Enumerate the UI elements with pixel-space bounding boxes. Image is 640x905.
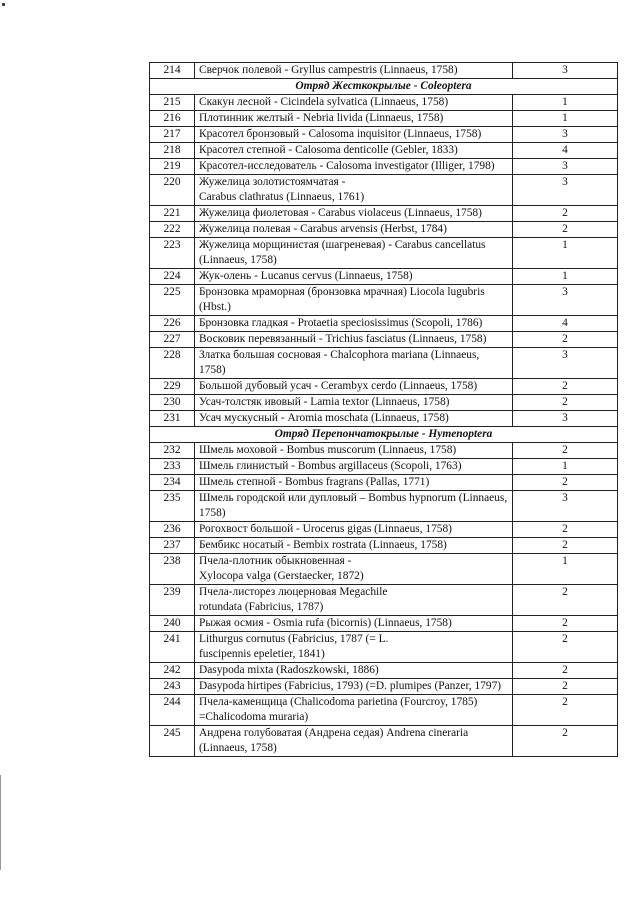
- species-name-line: Шмель степной - Bombus fragrans (Pallas, 1771): [199, 476, 430, 488]
- species-name-line: Сверчок полевой - Gryllus campestris (Linnaeus, 1758): [199, 64, 458, 76]
- species-name-line: Усач мускусный - Aromia moschata (Linnaeus, 1758): [199, 412, 449, 424]
- species-name: [195, 316, 513, 332]
- species-name: [195, 127, 513, 143]
- row-number: 220: [150, 175, 195, 206]
- species-name-line: Жужелица фиолетовая - Carabus violaceus (Linnaeus, 1758): [199, 207, 482, 219]
- species-name: [195, 411, 513, 427]
- row-number: 235: [150, 491, 195, 522]
- species-name: [195, 459, 513, 475]
- rarity-category: 1: [513, 269, 618, 285]
- rarity-category: 2: [513, 585, 618, 616]
- species-name: [195, 538, 513, 554]
- row-number: 231: [150, 411, 195, 427]
- species-name-line: Шмель глинистый - Bombus argillaceus (Scopoli, 1763): [199, 460, 462, 472]
- rarity-category: 1: [513, 95, 618, 111]
- species-name-line: Большой дубовый усач - Cerambyx cerdo (Linnaeus, 1758): [199, 380, 478, 392]
- species-name: [195, 726, 513, 757]
- species-name-line-2: Xylocopa valga (Gerstaecker, 1872): [199, 570, 364, 582]
- species-name: [195, 554, 513, 585]
- table-row: [150, 175, 618, 206]
- row-number: 223: [150, 238, 195, 269]
- row-number: 234: [150, 475, 195, 491]
- species-name-line: Бембикс носатый - Bembix rostrata (Linnaeus, 1758): [199, 539, 447, 551]
- species-name: [195, 379, 513, 395]
- species-name: [195, 95, 513, 111]
- row-number: 233: [150, 459, 195, 475]
- species-name: [195, 348, 513, 379]
- table-row: [150, 411, 618, 427]
- row-number: 225: [150, 285, 195, 316]
- rarity-category: 4: [513, 143, 618, 159]
- rarity-category: 2: [513, 695, 618, 726]
- section-header-row: [150, 427, 618, 443]
- species-name: [195, 395, 513, 411]
- species-name: [195, 222, 513, 238]
- table-row: [150, 443, 618, 459]
- rarity-category: 2: [513, 395, 618, 411]
- species-name-line: Жужелица морщинистая (шагреневая) - Carabus cancellatus (Linnaeus, 1758): [199, 239, 486, 266]
- table-row: [150, 127, 618, 143]
- species-name-line-2: fuscipennis epeletier, 1841): [199, 648, 325, 660]
- row-number: 242: [150, 663, 195, 679]
- row-number: 236: [150, 522, 195, 538]
- table-row: [150, 95, 618, 111]
- table-row: [150, 491, 618, 522]
- species-name-line: Скакун лесной - Cicindela sylvatica (Linnaeus, 1758): [199, 96, 449, 108]
- table-row: [150, 663, 618, 679]
- species-name: [195, 111, 513, 127]
- table-row: [150, 395, 618, 411]
- section-header-row: [150, 79, 618, 95]
- table-row: [150, 332, 618, 348]
- species-name-line: Красотел бронзовый - Calosoma inquisitor (Linnaeus, 1758): [199, 128, 482, 140]
- species-name-line: Усач-толстяк ивовый - Lamia textor (Linnaeus, 1758): [199, 396, 450, 408]
- species-name: [195, 491, 513, 522]
- rarity-category: 2: [513, 475, 618, 491]
- table-row: [150, 726, 618, 757]
- table-row: [150, 522, 618, 538]
- rarity-category: 2: [513, 379, 618, 395]
- red-book-species-table: [149, 62, 618, 757]
- species-name-line: Шмель моховой - Bombus muscorum (Linnaeus, 1758): [199, 444, 457, 456]
- table-row: [150, 111, 618, 127]
- species-table-body: [150, 63, 618, 757]
- table-row: [150, 159, 618, 175]
- species-name-line: Восковик перевязанный - Trichius fasciatus (Linnaeus, 1758): [199, 333, 487, 345]
- row-number: 217: [150, 127, 195, 143]
- species-name: [195, 695, 513, 726]
- species-name-line: Dasypoda mixta (Radoszkowski, 1886): [199, 664, 379, 676]
- row-number: 215: [150, 95, 195, 111]
- table-row: [150, 143, 618, 159]
- table-row: [150, 316, 618, 332]
- species-name-line: Андрена голубоватая (Андрена седая) Andrena cineraria (Linnaeus, 1758): [199, 727, 469, 754]
- table-row: [150, 475, 618, 491]
- row-number: 214: [150, 63, 195, 79]
- rarity-category: 3: [513, 159, 618, 175]
- row-number: 216: [150, 111, 195, 127]
- species-name-line: Бронзовка мраморная (бронзовка мрачная) Liocola lugubris (Hbst.): [199, 286, 485, 313]
- row-number: 228: [150, 348, 195, 379]
- species-name: [195, 159, 513, 175]
- table-row: [150, 348, 618, 379]
- rarity-category: 2: [513, 222, 618, 238]
- row-number: 238: [150, 554, 195, 585]
- scan-edge-line: [0, 775, 1, 870]
- rarity-category: 1: [513, 459, 618, 475]
- table-row: [150, 554, 618, 585]
- row-number: 241: [150, 632, 195, 663]
- table-row: [150, 222, 618, 238]
- species-name: [195, 63, 513, 79]
- rarity-category: 2: [513, 679, 618, 695]
- row-number: 229: [150, 379, 195, 395]
- table-row: [150, 585, 618, 616]
- rarity-category: 2: [513, 632, 618, 663]
- table-row: [150, 538, 618, 554]
- table-row: [150, 695, 618, 726]
- rarity-category: 2: [513, 522, 618, 538]
- rarity-category: 2: [513, 206, 618, 222]
- rarity-category: 3: [513, 285, 618, 316]
- species-name: [195, 632, 513, 663]
- rarity-category: 3: [513, 491, 618, 522]
- species-name-line: Шмель городской или дупловый – Bombus hypnorum (Linnaeus, 1758): [199, 492, 508, 519]
- species-name-line: Пчела-плотник обыкновенная -: [199, 555, 352, 567]
- row-number: 221: [150, 206, 195, 222]
- species-name: [195, 175, 513, 206]
- row-number: 230: [150, 395, 195, 411]
- species-name-line: Плотинник желтый - Nebria livida (Linnaeus, 1758): [199, 112, 444, 124]
- species-name: [195, 585, 513, 616]
- rarity-category: 1: [513, 238, 618, 269]
- species-name-line: Пчела-листорез люцерновая Megachile: [199, 586, 388, 598]
- rarity-category: 3: [513, 63, 618, 79]
- row-number: 219: [150, 159, 195, 175]
- species-name: [195, 443, 513, 459]
- rarity-category: 3: [513, 411, 618, 427]
- species-name: [195, 522, 513, 538]
- row-number: 227: [150, 332, 195, 348]
- row-number: 239: [150, 585, 195, 616]
- species-name-line: Златка большая сосновая - Chalcophora mariana (Linnaeus, 1758): [199, 349, 480, 376]
- rarity-category: 4: [513, 316, 618, 332]
- table-row: [150, 632, 618, 663]
- row-number: 226: [150, 316, 195, 332]
- table-row: [150, 238, 618, 269]
- rarity-category: 2: [513, 538, 618, 554]
- section-title: Отряд Перепончатокрылые - Hymenoptera: [150, 427, 618, 443]
- rarity-category: 1: [513, 111, 618, 127]
- table-row: [150, 269, 618, 285]
- rarity-category: 2: [513, 332, 618, 348]
- species-name: [195, 475, 513, 491]
- species-name: [195, 206, 513, 222]
- species-name-line: Жук-олень - Lucanus cervus (Linnaeus, 1758): [199, 270, 413, 282]
- species-name-line: Пчела-каменщица (Chalicodoma parietina (Fourcroy, 1785) =Chalicodoma muraria): [199, 696, 478, 723]
- row-number: 240: [150, 616, 195, 632]
- species-name: [195, 332, 513, 348]
- species-name: [195, 269, 513, 285]
- table-row: [150, 459, 618, 475]
- row-number: 232: [150, 443, 195, 459]
- rarity-category: 3: [513, 175, 618, 206]
- species-name-line: Бронзовка гладкая - Protaetia speciosissimus (Scopoli, 1786): [199, 317, 483, 329]
- rarity-category: 3: [513, 348, 618, 379]
- corner-mark: [2, 3, 5, 6]
- species-name-line: Жужелица полевая - Carabus arvensis (Herbst, 1784): [199, 223, 447, 235]
- species-name-line-2: rotundata (Fabricius, 1787): [199, 601, 324, 613]
- species-name-line: Lithurgus cornutus (Fabricius, 1787 (= L.: [199, 633, 389, 645]
- rarity-category: 2: [513, 663, 618, 679]
- species-name: [195, 285, 513, 316]
- rarity-category: 2: [513, 726, 618, 757]
- row-number: 243: [150, 679, 195, 695]
- species-name: [195, 238, 513, 269]
- species-name-line: Жужелица золотистоямчатая -: [199, 176, 346, 188]
- row-number: 245: [150, 726, 195, 757]
- species-name: [195, 679, 513, 695]
- species-name-line: Красотел-исследователь - Calosoma investigator (Illiger, 1798): [199, 160, 495, 172]
- rarity-category: 2: [513, 443, 618, 459]
- row-number: 222: [150, 222, 195, 238]
- table-row: [150, 616, 618, 632]
- row-number: 237: [150, 538, 195, 554]
- species-name: [195, 143, 513, 159]
- rarity-category: 1: [513, 554, 618, 585]
- section-title: Отряд Жесткокрылые - Coleoptera: [150, 79, 618, 95]
- row-number: 224: [150, 269, 195, 285]
- species-name-line: Красотел степной - Calosoma denticolle (Gebler, 1833): [199, 144, 458, 156]
- rarity-category: 2: [513, 616, 618, 632]
- table-row: [150, 379, 618, 395]
- species-name-line: Рогохвост большой - Urocerus gigas (Linnaeus, 1758): [199, 523, 452, 535]
- row-number: 244: [150, 695, 195, 726]
- species-name: [195, 616, 513, 632]
- table-row: [150, 63, 618, 79]
- species-name: [195, 663, 513, 679]
- species-name-line-2: Carabus clathratus (Linnaeus, 1761): [199, 191, 365, 203]
- rarity-category: 3: [513, 127, 618, 143]
- species-name-line: Рыжая осмия - Osmia rufa (bicornis) (Linnaeus, 1758): [199, 617, 452, 629]
- table-row: [150, 285, 618, 316]
- row-number: 218: [150, 143, 195, 159]
- species-name-line: Dasypoda hirtipes (Fabricius, 1793) (=D. plumipes (Panzer, 1797): [199, 680, 502, 692]
- table-row: [150, 206, 618, 222]
- table-row: [150, 679, 618, 695]
